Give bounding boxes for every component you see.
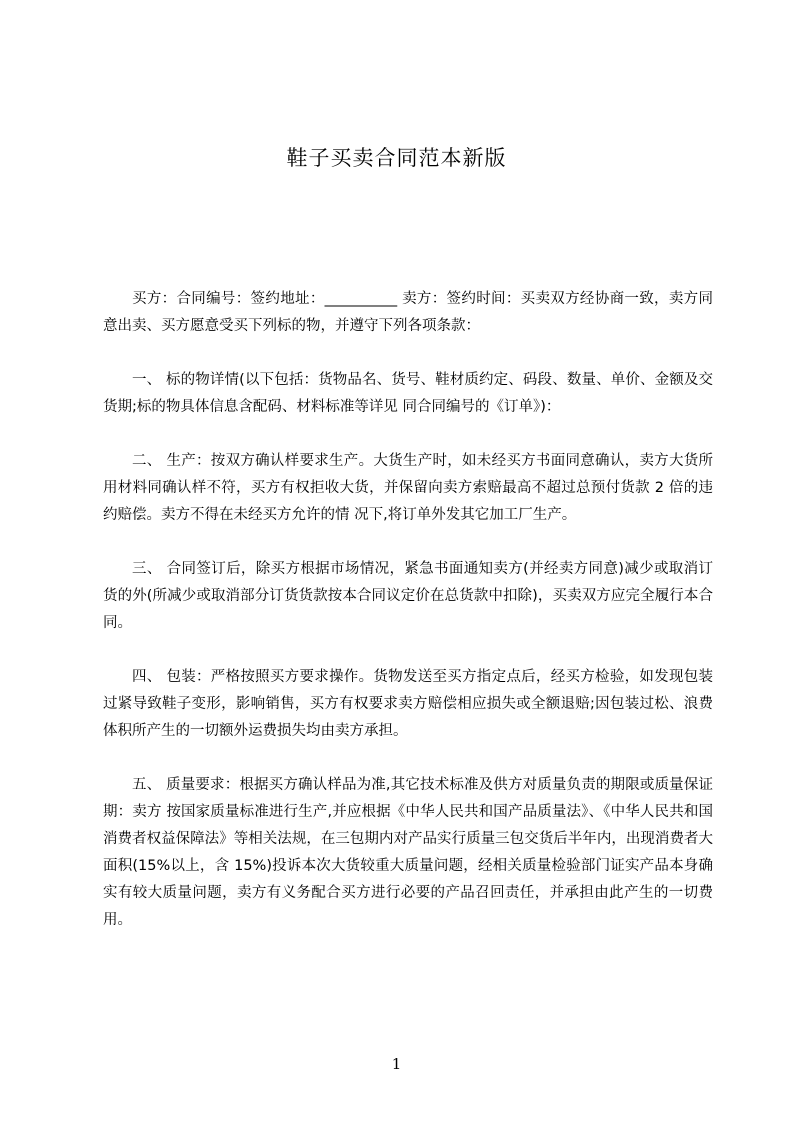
paragraph-clause-4: 四、 包装：严格按照买方要求操作。货物发送至买方指定点后，经买方检验，如发现包装过紧导致鞋子变形，影响销售，买方有权要求卖方赔偿相应损失或全额退赔;因包装过松、浪费体积所产生的一切额外运费损失均由卖方承担。 bbox=[103, 669, 713, 739]
paragraph-clause-5: 五、 质量要求：根据买方确认样品为准,其它技术标准及供方对质量负责的期限或质量保证期：卖方 按国家质量标准进行生产,并应根据《中华人民共和国产品质量法》、《中华人民共和国消费者权益保障法》等相关法规，在三包期内对产品实行质量三包交货后半年内，出现消费者大面积(15%以上，含 15%)投诉本次大货较重大质量问题，经相关质量检验部门证实产品本身确实有较大质量问题，卖方有义务配合买方进行必要的产品召回责任，并承担由此产生的一切费用。 bbox=[103, 777, 713, 928]
paragraph-clause-2: 二、 生产：按双方确认样要求生产。大货生产时，如未经买方书面同意确认，卖方大货所用材料同确认样不符，买方有权拒收大货，并保留向卖方索赔最高不超过总预付货款 2 倍的违约赔偿。卖方不得在未经买方允许的情 况下,将订单外发其它加工厂生产。 bbox=[103, 453, 713, 523]
paragraph-clause-3: 三、 合同签订后，除买方根据市场情况，紧急书面通知卖方(并经卖方同意)减少或取消订货的外(所减少或取消部分订货货款按本合同议定价在总货款中扣除)，买卖双方应完全履行本合同。 bbox=[103, 561, 713, 631]
document-title: 鞋子买卖合同范本新版 bbox=[286, 146, 507, 170]
contract-body bbox=[103, 286, 713, 961]
page-number: 1 bbox=[391, 1055, 402, 1073]
paragraph-preamble: 买方：合同编号：签约地址：__________ 卖方：签约时间：买卖双方经协商一致，卖方同意出卖、买方愿意受买下列标的物，并遵守下列各项条款： bbox=[103, 291, 713, 334]
paragraph-clause-1: 一、 标的物详情(以下包括：货物品名、货号、鞋材质约定、码段、数量、单价、金额及交货期;标的物具体信息含配码、材料标准等详见 同合同编号的《订单》)： bbox=[103, 372, 713, 415]
